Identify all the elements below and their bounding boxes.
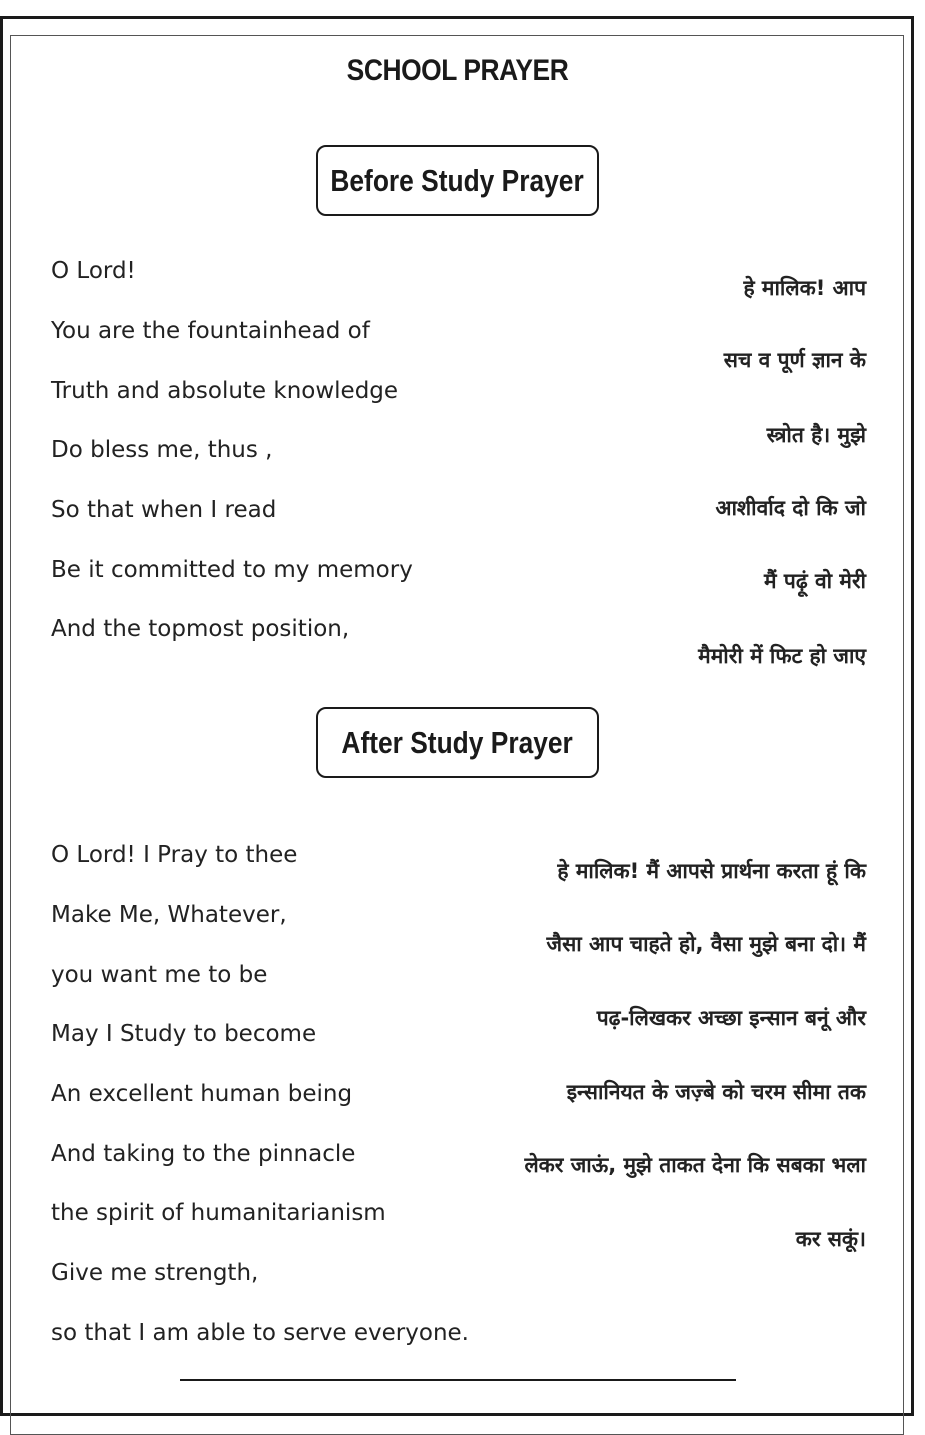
bottom-divider [180, 1379, 736, 1381]
after-en-line-8: Give me strength, [51, 1260, 259, 1286]
after-en-line-2: Make Me, Whatever, [51, 902, 287, 928]
after-en-line-5: An excellent human being [51, 1081, 353, 1107]
before-en-line-7: And the topmost position, [51, 616, 350, 642]
after-en-line-9: so that I am able to serve everyone. [51, 1320, 469, 1346]
after-hi-line-2: जैसा आप चाहते हो, वैसा मुझे बना दो। मैं [546, 932, 866, 956]
before-hi-line-4: आशीर्वाद दो कि जो [715, 496, 866, 520]
after-en-line-1: O Lord! I Pray to thee [51, 842, 298, 868]
after-hi-line-1: हे मालिक! मैं आपसे प्रार्थना करता हूं कि [557, 859, 866, 883]
before-en-line-5: So that when I read [51, 497, 277, 523]
page-title: SCHOOL PRAYER [346, 54, 569, 87]
after-hi-line-5: लेकर जाऊं, मुझे ताकत देना कि सबका भला [524, 1153, 866, 1177]
before-en-line-3: Truth and absolute knowledge [51, 378, 399, 404]
before-hi-line-2: सच व पूर्ण ज्ञान के [723, 348, 866, 372]
after-en-line-3: you want me to be [51, 962, 268, 988]
before-hi-line-6: मैमोरी में फिट हो जाए [698, 644, 866, 668]
after-en-line-4: May I Study to become [51, 1021, 317, 1047]
after-hi-line-6: कर सकूं। [795, 1227, 866, 1251]
before-study-heading-box [316, 145, 599, 216]
after-study-heading-box [316, 707, 599, 778]
before-study-heading: Before Study Prayer [330, 162, 585, 198]
after-hi-line-3: पढ़-लिखकर अच्छा इन्सान बनूं और [596, 1006, 866, 1030]
before-en-line-4: Do bless me, thus , [51, 437, 273, 463]
before-en-line-6: Be it committed to my memory [51, 557, 413, 583]
before-en-line-1: O Lord! [51, 258, 136, 284]
before-hi-line-3: स्त्रोत है। मुझे [766, 423, 866, 447]
before-hi-line-1: हे मालिक! आप [743, 276, 866, 300]
after-en-line-7: the spirit of humanitarianism [51, 1200, 386, 1226]
after-en-line-6: And taking to the pinnacle [51, 1141, 356, 1167]
before-en-line-2: You are the fountainhead of [51, 318, 370, 344]
before-hi-line-5: मैं पढ़ूं वो मेरी [764, 569, 866, 593]
after-study-heading: After Study Prayer [341, 724, 574, 760]
after-hi-line-4: इन्सानियत के जज़्बे को चरम सीमा तक [566, 1080, 866, 1104]
